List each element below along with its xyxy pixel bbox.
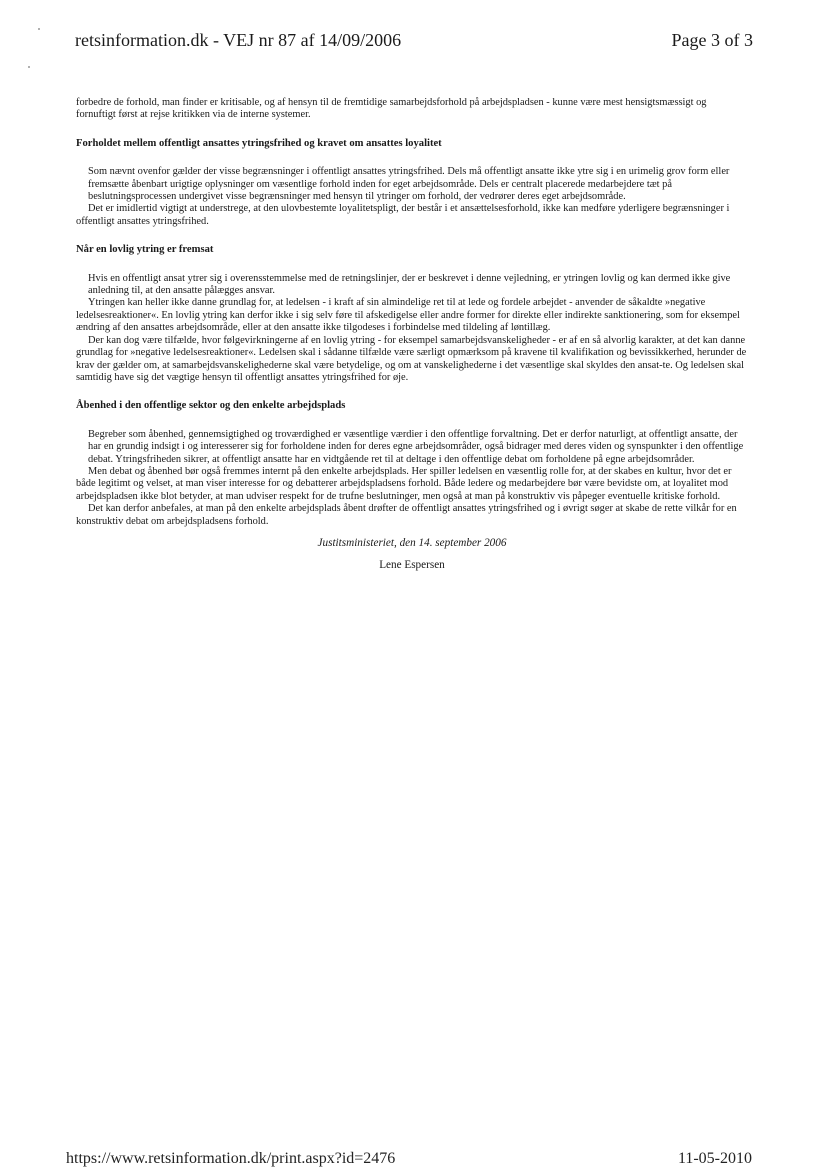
paragraph: Men debat og åbenhed bør også fremmes internt på den enkelte arbejdsplads. Her spiller ledelsen en væsentlig rolle for, at der skabes en kultur, hvor det er både legitimt og velset, at man viser interesse for og debatterer arbejdspladsens forhold. Både ledere og medarbejdere bør være bevidste om, at loyalitet mod arbejdspladsen ikke blot betyder, at man udviser respekt for de trufne beslutninger, men også at man på konstruktiv vis påpeger eventuelle kritiske forhold.: [76, 465, 732, 502]
section-heading: Når en lovlig ytring er fremsat: [76, 244, 214, 256]
paragraph: Det er imidlertid vigtigt at understrege, at den ulovbestemte loyalitetspligt, der består i et ansættelsesforhold, ikke kan medføre yderligere begrænsninger i offentligt ansattes ytringsfrihed.: [76, 203, 730, 227]
header-page-number: Page 3 of 3: [671, 30, 753, 50]
scan-speck: [28, 66, 30, 68]
header-title: retsinformation.dk - VEJ nr 87 af 14/09/2006: [75, 30, 402, 50]
paragraph: Der kan dog være tilfælde, hvor følgevirkningerne af en lovlig ytring - for eksempel samarbejdsvanskeligheder - er af en så alvorlig karakter, at det kan danne grundlag for »negative ledelsesreaktioner«. Ledelsen skal i sådanne tilfælde være særligt opmærksom på kravene til kvalifikation og bevissikkerhed, herunder de krav der gælder om, at samarbejdsvanskelighederne skal være betydelige, og om at vanskelighederne i det væsentlige skal skyldes den ansat-te. Og ledelsen skal samtidig have sig det vægtige hensyn til offentligt ansattes ytringsfrihed for øje.: [76, 334, 747, 383]
page-footer: [66, 1150, 752, 1170]
paragraph: Ytringen kan heller ikke danne grundlag for, at ledelsen - i kraft af sin almindelige ret til at lede og fordele arbejdet - anvender de såkaldte »negative ledelsesreaktioner«. En lovlig ytring kan derfor ikke i sig selv føre til afskedigelse eller andre former for direkte eller indirekte sanktionering, som for eksempel ændring af den ansattes arbejdsområde, eller at den ansatte ikke tilgodeses i forbindelse med tildeling af løntillæg.: [76, 297, 740, 334]
paragraph: Det kan derfor anbefales, at man på den enkelte arbejdsplads åbent drøfter de offentligt ansattes ytringsfrihed og i øvrigt søger at skabe de rette vilkår for en konstruktiv debat om arbejdspladsens forhold.: [76, 503, 737, 527]
paragraph: Som nævnt ovenfor gælder der visse begrænsninger i offentligt ansattes ytringsfrihed. Dels må offentligt ansatte ikke ytre sig i en urimelig grov form eller fremsætte åbenbart urigtige oplysninger om væsentlige forhold inden for eget arbejdsområde. Dels er centralt placerede medarbejdere tæt på beslutningsprocessen undergivet visse begrænsninger med hensyn til ytringer om forhold, der vedrører deres eget arbejdsområde.: [88, 166, 730, 203]
section-heading: Åbenhed i den offentlige sektor og den enkelte arbejdsplads: [76, 400, 346, 412]
section-heading: Forholdet mellem offentligt ansattes ytringsfrihed og kravet om ansattes loyalitet: [76, 137, 442, 149]
footer-url: https://www.retsinformation.dk/print.aspx?id=2476: [66, 1150, 396, 1167]
footer-date: 11-05-2010: [677, 1150, 752, 1167]
page-header: [75, 30, 753, 54]
intro-paragraph: forbedre de forhold, man finder er kritisable, og af hensyn til de fremtidige samarbejdsforhold på arbejdspladsen - kunne være mest hensigtsmæssigt og fornuftigt først at rejse kritikken via de interne systemer.: [76, 97, 707, 121]
paragraph: Begreber som åbenhed, gennemsigtighed og troværdighed er væsentlige værdier i den offentlige forvaltning. Det er derfor naturligt, at offentligt ansatte, der har en grundig indsigt i og interesserer sig for forholdene inden for deres egne arbejdsområder, også bidrager med deres viden og synspunkter i den offentlige debat. Ytringsfriheden sikrer, at offentligt ansatte har en vidtgående ret til at deltage i den offentlige debat om forholdene på egne arbejdsområder.: [88, 428, 744, 465]
document-body: [76, 97, 748, 572]
paragraph: Hvis en offentligt ansat ytrer sig i overensstemmelse med de retningslinjer, der er beskrevet i denne vejledning, er ytringen lovlig og kan dermed ikke give anledning til, at den ansatte pålægges ansvar.: [88, 272, 731, 297]
scan-speck: [38, 28, 40, 30]
signature-place-date: Justitsministeriet, den 14. september 2006: [317, 536, 507, 549]
signature-name: Lene Espersen: [379, 558, 445, 571]
signature-block: [76, 536, 748, 572]
